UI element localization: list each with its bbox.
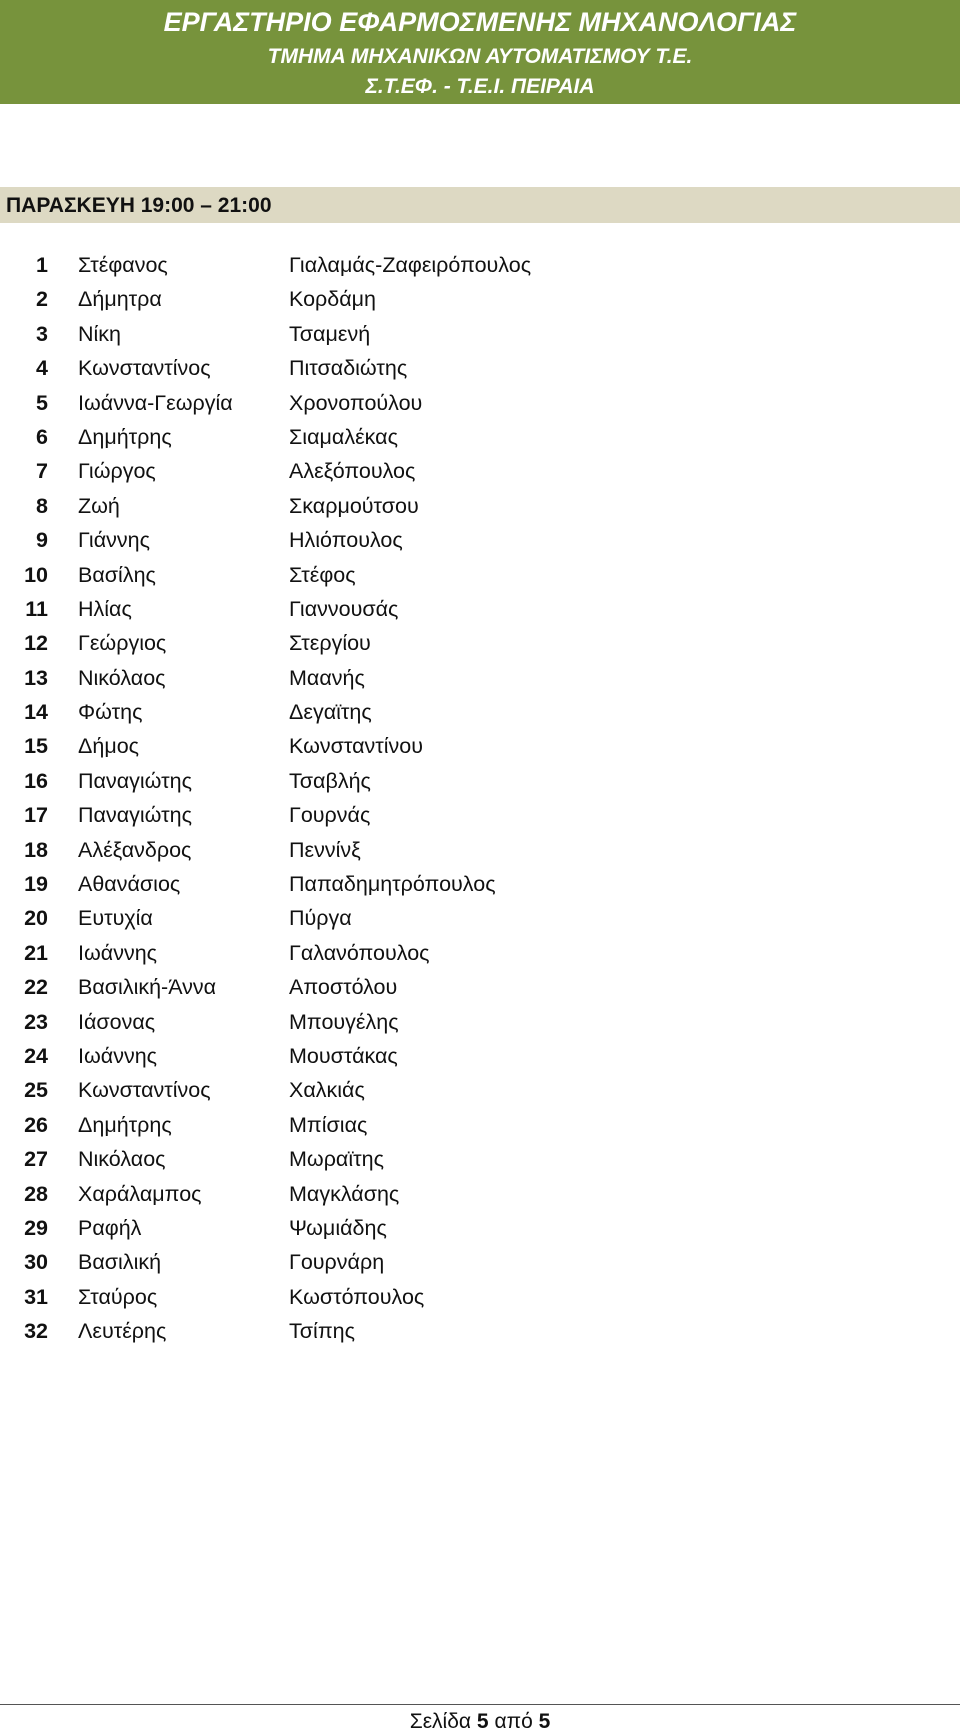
roster-first-name: Ιωάννης — [78, 1043, 158, 1068]
roster-row — [0, 867, 960, 901]
roster-row — [0, 1314, 960, 1348]
roster-number: 32 — [24, 1319, 48, 1344]
footer-page-label: Σελίδα — [409, 1710, 472, 1733]
roster-first-name: Βασιλική — [78, 1250, 162, 1275]
roster-row — [0, 798, 960, 832]
roster-last-name: Μαανής — [289, 665, 365, 690]
roster-number: 8 — [36, 493, 48, 518]
roster-first-name: Αθανάσιος — [78, 872, 181, 897]
roster-first-name: Ηλίας — [78, 596, 132, 621]
roster-last-name: Παπαδημητρόπουλος — [289, 872, 496, 897]
roster-last-name: Τσαμενή — [289, 321, 371, 346]
footer-of-label: από — [494, 1710, 533, 1733]
roster-first-name: Γεώργιος — [78, 631, 167, 656]
roster-first-name: Νικόλαος — [78, 1147, 166, 1172]
roster-last-name: Ψωμιάδης — [289, 1215, 387, 1240]
roster-number: 22 — [24, 975, 48, 1000]
roster-number: 27 — [24, 1147, 48, 1172]
roster-last-name: Πεννίνξ — [289, 837, 361, 862]
page-footer — [0, 1709, 960, 1735]
section-heading-bar — [0, 187, 960, 223]
roster-number: 17 — [24, 803, 48, 828]
roster-row — [0, 1073, 960, 1107]
roster-last-name: Αποστόλου — [289, 975, 398, 1000]
roster-first-name: Αλέξανδρος — [78, 837, 192, 862]
footer-page-total: 5 — [538, 1710, 551, 1733]
roster-row — [0, 1280, 960, 1314]
roster-row — [0, 523, 960, 557]
roster-first-name: Βασίλης — [78, 562, 156, 587]
roster-last-name: Ηλιόπουλος — [289, 528, 403, 553]
student-roster — [0, 248, 960, 1349]
roster-number: 15 — [24, 734, 48, 759]
roster-number: 1 — [36, 253, 48, 277]
roster-number: 3 — [36, 321, 48, 346]
section-title: ΠΑΡΑΣΚΕΥΗ 19:00 – 21:00 — [6, 194, 272, 217]
roster-last-name: Στεργίου — [289, 631, 371, 656]
roster-first-name: Γιώργος — [78, 459, 156, 484]
roster-number: 12 — [24, 631, 48, 656]
roster-row — [0, 248, 960, 282]
roster-number: 6 — [36, 424, 48, 449]
roster-last-name: Μαγκλάσης — [289, 1181, 400, 1206]
roster-last-name: Σιαμαλέκας — [289, 424, 398, 449]
roster-last-name: Στέφος — [289, 562, 356, 587]
roster-number: 10 — [24, 562, 48, 587]
roster-last-name: Μωραϊτης — [289, 1147, 384, 1172]
roster-first-name: Ευτυχία — [78, 906, 153, 931]
roster-number: 20 — [24, 906, 48, 931]
roster-first-name: Γιάννης — [78, 528, 150, 553]
roster-first-name: Ζωή — [78, 493, 120, 518]
roster-first-name: Κωνσταντίνος — [78, 1078, 211, 1103]
roster-first-name: Φώτης — [78, 700, 143, 725]
roster-first-name: Νικόλαος — [78, 665, 166, 690]
roster-last-name: Κορδάμη — [289, 287, 377, 312]
roster-last-name: Γιαλαμάς-Ζαφειρόπουλος — [289, 253, 532, 277]
roster-last-name: Τσίπης — [289, 1319, 355, 1344]
roster-row — [0, 592, 960, 626]
roster-row — [0, 1108, 960, 1142]
roster-number: 13 — [24, 665, 48, 690]
roster-row — [0, 1142, 960, 1176]
roster-first-name: Δημήτρης — [78, 1112, 172, 1137]
roster-row — [0, 901, 960, 935]
header-department: ΤΜΗΜΑ ΜΗΧΑΝΙΚΩΝ ΑΥΤΟΜΑΤΙΣΜΟΥ Τ.Ε. — [267, 45, 693, 68]
roster-number: 16 — [24, 768, 48, 793]
roster-row — [0, 695, 960, 729]
roster-first-name: Κωνσταντίνος — [78, 356, 211, 381]
roster-row — [0, 764, 960, 798]
roster-first-name: Παναγιώτης — [78, 803, 192, 828]
roster-number: 4 — [36, 356, 48, 381]
roster-row — [0, 386, 960, 420]
roster-row — [0, 1211, 960, 1245]
roster-last-name: Μπουγέλης — [289, 1009, 399, 1034]
roster-number: 19 — [24, 872, 48, 897]
roster-first-name: Ιωάννα-Γεωργία — [78, 390, 233, 415]
footer-divider — [0, 1704, 960, 1705]
roster-row — [0, 1245, 960, 1279]
roster-last-name: Πιτσαδιώτης — [289, 356, 408, 381]
roster-row — [0, 1177, 960, 1211]
footer-page-number: 5 — [476, 1710, 489, 1733]
roster-number: 9 — [36, 528, 48, 553]
roster-number: 11 — [25, 596, 48, 621]
roster-first-name: Δήμος — [78, 734, 140, 759]
roster-number: 7 — [36, 459, 48, 484]
roster-last-name: Γαλανόπουλος — [289, 940, 430, 965]
roster-first-name: Χαράλαμπος — [78, 1181, 202, 1206]
roster-last-name: Γουρνάς — [289, 803, 371, 828]
roster-row — [0, 833, 960, 867]
roster-first-name: Σταύρος — [78, 1284, 158, 1309]
roster-number: 14 — [24, 700, 48, 725]
roster-row — [0, 1039, 960, 1073]
roster-first-name: Στέφανος — [78, 253, 168, 277]
roster-first-name: Ιωάννης — [78, 940, 158, 965]
roster-last-name: Τσαβλής — [289, 768, 371, 793]
roster-row — [0, 454, 960, 488]
roster-number: 21 — [24, 940, 48, 965]
roster-row — [0, 420, 960, 454]
roster-last-name: Δεγαϊτης — [289, 700, 372, 725]
roster-row — [0, 970, 960, 1004]
roster-last-name: Κωνσταντίνου — [289, 734, 423, 759]
header-lab-name: ΕΡΓΑΣΤΗΡΙΟ ΕΦΑΡΜΟΣΜΕΝΗΣ ΜΗΧΑΝΟΛΟΓΙΑΣ — [163, 7, 797, 37]
roster-last-name: Μουστάκας — [289, 1043, 398, 1068]
roster-first-name: Παναγιώτης — [78, 768, 192, 793]
roster-row — [0, 282, 960, 316]
document-header — [0, 0, 960, 104]
roster-first-name: Βασιλική-Άννα — [78, 975, 217, 1000]
roster-row — [0, 936, 960, 970]
roster-number: 2 — [36, 287, 48, 312]
roster-row — [0, 1005, 960, 1039]
roster-row — [0, 661, 960, 695]
roster-row — [0, 317, 960, 351]
roster-row — [0, 558, 960, 592]
roster-number: 29 — [24, 1215, 48, 1240]
roster-number: 5 — [36, 390, 48, 415]
header-institution: Σ.Τ.ΕΦ. - Τ.Ε.Ι. ΠΕΙΡΑΙΑ — [365, 75, 595, 98]
roster-number: 18 — [24, 837, 48, 862]
roster-row — [0, 729, 960, 763]
roster-first-name: Ραφήλ — [78, 1215, 142, 1240]
roster-first-name: Δήμητρα — [78, 287, 162, 312]
roster-first-name: Δημήτρης — [78, 424, 172, 449]
roster-last-name: Χρονοπούλου — [289, 390, 423, 415]
roster-last-name: Κωστόπουλος — [289, 1284, 425, 1309]
roster-number: 30 — [24, 1250, 48, 1275]
roster-row — [0, 626, 960, 660]
roster-number: 26 — [24, 1112, 48, 1137]
roster-first-name: Νίκη — [78, 321, 122, 346]
roster-number: 25 — [24, 1078, 48, 1103]
roster-row — [0, 489, 960, 523]
roster-last-name: Γιαννουσάς — [289, 596, 399, 621]
roster-last-name: Πύργα — [289, 906, 352, 931]
roster-last-name: Αλεξόπουλος — [289, 459, 416, 484]
roster-number: 23 — [24, 1009, 48, 1034]
roster-first-name: Ιάσονας — [78, 1009, 156, 1034]
roster-number: 24 — [24, 1043, 48, 1068]
roster-row — [0, 351, 960, 385]
roster-first-name: Λευτέρης — [78, 1319, 167, 1344]
roster-number: 31 — [24, 1284, 48, 1309]
roster-last-name: Χαλκιάς — [289, 1078, 365, 1103]
roster-last-name: Σκαρμούτσου — [289, 493, 419, 518]
roster-last-name: Μπίσιας — [289, 1112, 368, 1137]
roster-last-name: Γουρνάρη — [289, 1250, 385, 1275]
roster-number: 28 — [24, 1181, 48, 1206]
